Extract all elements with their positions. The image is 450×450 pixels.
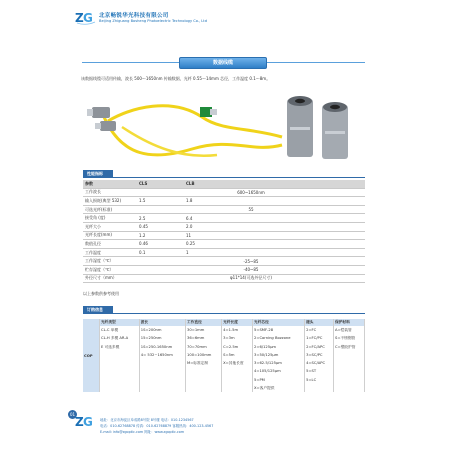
spec-label: 工作湿度（℃） xyxy=(83,257,137,266)
list-item: 2=FC/APC xyxy=(306,344,325,349)
spec-label: 贮存湿度（℃） xyxy=(83,265,137,274)
order-column-length xyxy=(222,326,253,392)
list-item: CL-H 多模 AR-A xyxy=(101,336,129,341)
order-code-label: COP xyxy=(83,319,100,392)
table-row xyxy=(83,188,365,197)
spec-label: 接受角 (度) xyxy=(83,214,137,223)
spec-value-cls: 1.2 xyxy=(137,231,184,240)
section-title: 数据线缆 xyxy=(179,57,267,69)
spec-value-clb: 6.4 xyxy=(184,214,231,223)
order-header-row xyxy=(83,319,365,326)
company-logo xyxy=(75,11,97,25)
specs-header-row xyxy=(83,180,365,188)
table-row xyxy=(83,240,365,249)
list-item: 1S=250-1650nm xyxy=(140,344,173,349)
order-header: 工作直径 xyxy=(186,319,222,326)
order-column-core xyxy=(253,326,305,392)
list-item: 1S=200nm xyxy=(140,328,162,332)
list-item: X=其他长度 xyxy=(223,361,244,366)
table-row xyxy=(83,274,365,283)
specs-note: 以上参数供参考使用 xyxy=(83,291,119,296)
list-item: C=塑胶护管 xyxy=(335,344,356,349)
spec-label: 输入损耗(典型 532) xyxy=(83,197,137,206)
table-row xyxy=(83,214,365,223)
order-header: 光纤类型 xyxy=(100,319,140,326)
company-name-cn: 北京畅锐华光科技有限公司 xyxy=(99,13,169,19)
spec-label: 工作波长 xyxy=(83,188,137,197)
tab-order: 订购信息 xyxy=(83,306,113,313)
list-item: 36=6mm xyxy=(187,336,205,341)
footer-web: E-mail: info@zgoptic.com 网址：www.zgoptic.com xyxy=(100,430,185,434)
list-item: 5=ST xyxy=(306,369,317,374)
list-item: 4=SC/APC xyxy=(306,361,326,366)
order-header: 光纤芯径 xyxy=(253,319,305,326)
spec-value-clb: 0.25 xyxy=(184,240,231,249)
table-row xyxy=(83,197,365,206)
svg-text:G: G xyxy=(83,11,93,25)
order-header: 光纤长度 xyxy=(222,319,253,326)
spec-value: 55 xyxy=(137,205,365,214)
list-item: 3=62.5/125μm xyxy=(254,361,282,366)
intro-text: 该数据线缆可适用传输，波长 500～1650nm 传输数据，光纤 0.55～14mm 芯径，工作温度 0.1～8m。 xyxy=(81,76,271,81)
footer-address: 地址：北京市海淀区阜成路8号院 8号楼 电话：010-1234567 xyxy=(100,418,194,422)
order-column-jacket xyxy=(334,326,365,392)
spec-value: -40~85 xyxy=(137,265,365,274)
company-name-en: Beijing Zhiguang Bosheng Photoelectric Technology Co., Ltd xyxy=(99,19,207,23)
table-row xyxy=(83,257,365,266)
order-table xyxy=(83,319,365,392)
spec-value-clb: 1 xyxy=(184,248,231,257)
specs-header-cls: CLS xyxy=(137,180,184,188)
table-row xyxy=(83,265,365,274)
list-item: 3=50/125μm xyxy=(254,352,279,357)
list-item: X=客户提供 xyxy=(254,386,275,391)
specs-header-clb: CLB xyxy=(184,180,231,188)
order-header: 波长 xyxy=(139,319,185,326)
spec-value-cls: 1.5 xyxy=(137,197,184,206)
svg-text:G: G xyxy=(83,415,93,429)
table-row xyxy=(83,231,365,240)
spec-value-cls: 2.5 xyxy=(137,214,184,223)
list-item: M=标准定制 xyxy=(187,361,209,366)
order-column-fiber-type xyxy=(100,326,140,392)
table-row xyxy=(83,222,365,231)
list-item: S=5m xyxy=(223,352,235,357)
list-item: 4= 532~1650nm xyxy=(140,352,173,357)
order-column-connector xyxy=(305,326,334,392)
title-rule-left xyxy=(82,62,179,63)
order-column-diameter xyxy=(186,326,222,392)
list-item: 100=100mm xyxy=(187,352,212,357)
list-item: 3=SC/PC xyxy=(306,352,323,357)
list-item: 4=1.5m xyxy=(223,328,239,332)
list-item: 2=FC xyxy=(306,328,317,332)
title-rule-right xyxy=(265,62,365,63)
list-item: 4=105/125μm xyxy=(254,369,281,374)
spec-value: -25~85 xyxy=(137,257,365,266)
spec-label: 工作温度 xyxy=(83,248,137,257)
tab-specs: 性能指标 xyxy=(83,170,113,177)
spec-value-clb: 11 xyxy=(184,231,231,240)
list-item: 3=3m xyxy=(223,336,235,341)
spec-label: 数值孔径 xyxy=(83,240,137,249)
spec-value-cls: 0.46 xyxy=(137,240,184,249)
footer-logo xyxy=(75,415,97,429)
spec-value-cls: 0.45 xyxy=(137,222,184,231)
list-item: 5=SMF-28 xyxy=(254,328,274,332)
spec-label: 光纤大小 xyxy=(83,222,137,231)
spec-value: 600~1650nm xyxy=(137,188,365,197)
list-item: 2=Corning Bozzone xyxy=(254,336,291,341)
list-item: 5=LC xyxy=(306,377,317,382)
spec-label: 可选光纤(标准) xyxy=(83,205,137,214)
list-item: C=2.5m xyxy=(223,344,239,349)
spec-value: φ11*14(可选外径尺寸) xyxy=(137,274,365,283)
list-item: 5=PM xyxy=(254,377,265,382)
list-item: E 可选多模 xyxy=(101,344,120,349)
list-item: S=不锈钢管 xyxy=(335,336,356,341)
product-photo xyxy=(82,87,365,165)
spec-value-clb: 1.8 xyxy=(184,197,231,206)
specs-table xyxy=(83,180,365,283)
footer-phone: 电话：010-62768878 传真：010-62768879 客服热线：400-123-4567 xyxy=(100,424,214,428)
list-item: A=铠装管 xyxy=(335,328,352,332)
order-header: 接头 xyxy=(305,319,334,326)
list-item: 1=FC/PC xyxy=(306,336,323,341)
spec-label: 外径尺寸（mm） xyxy=(83,274,137,283)
list-item: 15=250nm xyxy=(140,336,162,341)
list-item: 30=1mm xyxy=(187,328,205,332)
table-row xyxy=(83,248,365,257)
page-number: 01 xyxy=(69,412,76,417)
order-rule xyxy=(83,313,365,314)
specs-header-param: 参数 xyxy=(83,180,137,188)
order-header: 保护材料 xyxy=(334,319,365,326)
spec-label: 光纤长度(mm) xyxy=(83,231,137,240)
spec-value-cls: 0.1 xyxy=(137,248,184,257)
svg-text:Z: Z xyxy=(75,11,84,25)
list-item: 2=6/125μm xyxy=(254,344,277,349)
table-row xyxy=(83,205,365,214)
list-item: CL-C 单模 xyxy=(101,328,119,332)
svg-text:Z: Z xyxy=(75,415,84,429)
order-column-wavelength xyxy=(139,326,185,392)
list-item: 70=70mm xyxy=(187,344,207,349)
specs-rule xyxy=(83,177,365,178)
spec-value-clb: 2.0 xyxy=(184,222,231,231)
order-options-row xyxy=(83,326,365,392)
